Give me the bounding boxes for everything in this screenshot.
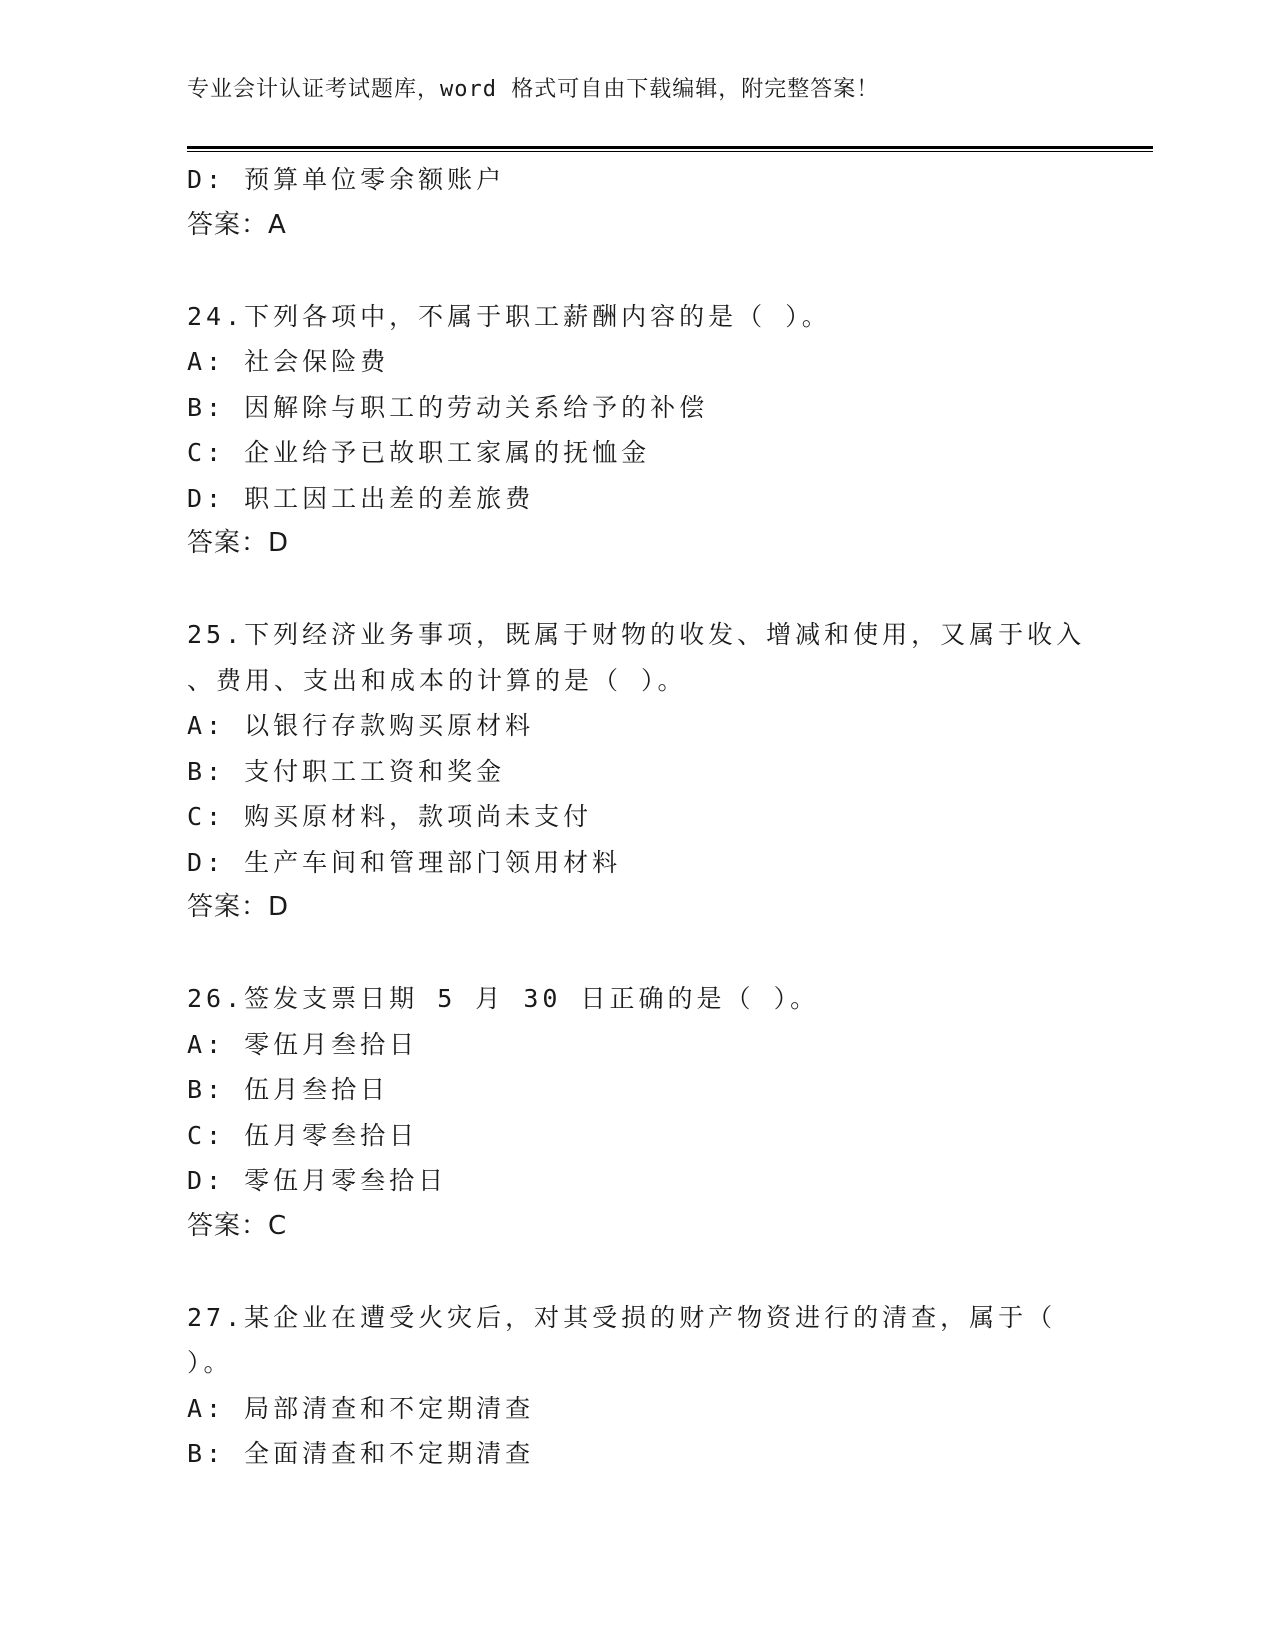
question-line: B: 支付职工工资和奖金 xyxy=(187,756,506,786)
question-content xyxy=(187,157,1087,1477)
header-rule-thin xyxy=(187,151,1153,152)
question-line: A: 局部清查和不定期清查 xyxy=(187,1393,535,1423)
question-line: D: 零伍月零叁拾日 xyxy=(187,1166,448,1195)
question-line: 、费用、支出和成本的计算的是（ ）。 xyxy=(187,665,687,695)
block-spacer xyxy=(187,248,1087,294)
answer-line: 答案：A xyxy=(187,209,287,240)
question-stem: 24.下列各项中，不属于职工薪酬内容的是（ ）。 xyxy=(187,301,831,331)
question-stem: 27.某企业在遭受火灾后，对其受损的财产物资进行的清查，属于（ xyxy=(187,1302,1057,1332)
question-line: B: 伍月叁拾日 xyxy=(187,1075,390,1104)
question-line: ）。 xyxy=(187,1348,233,1377)
question-block xyxy=(187,294,1087,567)
answer-line: 答案：C xyxy=(187,1210,288,1241)
question-block xyxy=(187,976,1087,1249)
answer-line: 答案：D xyxy=(187,528,290,558)
question-line: D: 生产车间和管理部门领用材料 xyxy=(187,847,622,877)
question-stem: 26.签发支票日期 5 月 30 日正确的是（ ）。 xyxy=(187,984,820,1013)
question-line: D: 预算单位零余额账户 xyxy=(187,165,506,194)
block-spacer xyxy=(187,931,1087,977)
answer-line: 答案：D xyxy=(187,892,290,922)
page-header: 专业会计认证考试题库，word 格式可自由下载编辑，附完整答案！ xyxy=(187,77,880,102)
question-line: A: 零伍月叁拾日 xyxy=(187,1029,419,1059)
question-line: B: 因解除与职工的劳动关系给予的补偿 xyxy=(187,392,709,422)
question-line: A: 社会保险费 xyxy=(187,347,390,376)
question-line: A: 以银行存款购买原材料 xyxy=(187,711,535,740)
header-rule-thick xyxy=(187,146,1153,149)
question-line: C: 购买原材料，款项尚未支付 xyxy=(187,802,593,831)
question-line: D: 职工因工出差的差旅费 xyxy=(187,483,535,513)
question-line: B: 全面清查和不定期清查 xyxy=(187,1439,535,1468)
question-block xyxy=(187,157,1087,248)
question-line: C: 企业给予已故职工家属的抚恤金 xyxy=(187,438,651,467)
block-spacer xyxy=(187,1249,1087,1295)
question-block xyxy=(187,612,1087,931)
question-stem: 25.下列经济业务事项，既属于财物的收发、增减和使用，又属于收入 xyxy=(187,620,1086,649)
question-block xyxy=(187,1295,1087,1477)
question-line: C: 伍月零叁拾日 xyxy=(187,1120,419,1150)
block-spacer xyxy=(187,567,1087,613)
